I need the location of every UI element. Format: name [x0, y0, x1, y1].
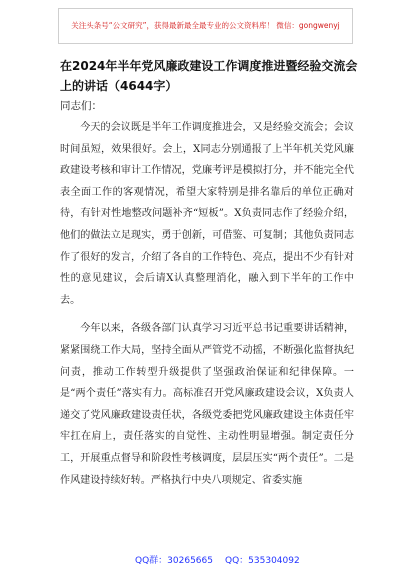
qq-group-number: QQ群：30265665	[135, 556, 213, 566]
paragraph: 今年以来，各级各部门认真学习习近平总书记重要讲话精神，紧紧围绕工作大局，坚持全面从严管党不动摇，不断强化监督执纪问责，推动工作转型升级提供了坚强政治保证和纪律保障。一是“两个责任”落实有力。高标准召开党风廉政建设会议，X负责人递交了党风廉政建设责任状，各级党委把党风廉政建设主体责任牢牢扛在肩上，责任落实的自觉性、主动性明显增强。制定责任分工，开展重点督导和阶段性考核调度，层层压实“两个责任”。二是作风建设持续好转。严格执行中央八项规定、省委实施	[60, 323, 354, 486]
document-body	[60, 117, 354, 537]
promo-banner	[58, 8, 353, 44]
promo-banner-text: 关注头条号“公文研究”，获得最新最全最专业的公文资料库！ 微信：gongwenyj	[71, 21, 340, 30]
document-title: 在2024年半年党风廉政建设工作调度推进暨经验交流会上的讲话（4644字）	[60, 59, 358, 93]
qq-number: QQ：535304092	[225, 556, 300, 566]
footer	[0, 553, 408, 569]
greeting: 同志们：	[60, 100, 102, 112]
paragraph: 今天的会议既是半年工作调度推进会，又是经验交流会；会议时间虽短，效果很好。会上，X同志分别通报了上半年机关党风廉政建设考核和审计工作情况，党廉考评是模拟打分，并不能完全代表全面工作的客观情况，希望大家特别是排名靠后的单位正确对待，有针对性地整改问题补齐“短板”。X负责同志作了经验介绍，他们的做法立足现实，勇于创新，可借鉴、可复制；其他负责同志作了很好的发言，介绍了各自的工作特色、亮点，提出不少有针对性的意见建议，会后请X认真整理消化，融入到下半年的工作中去。	[60, 122, 354, 306]
